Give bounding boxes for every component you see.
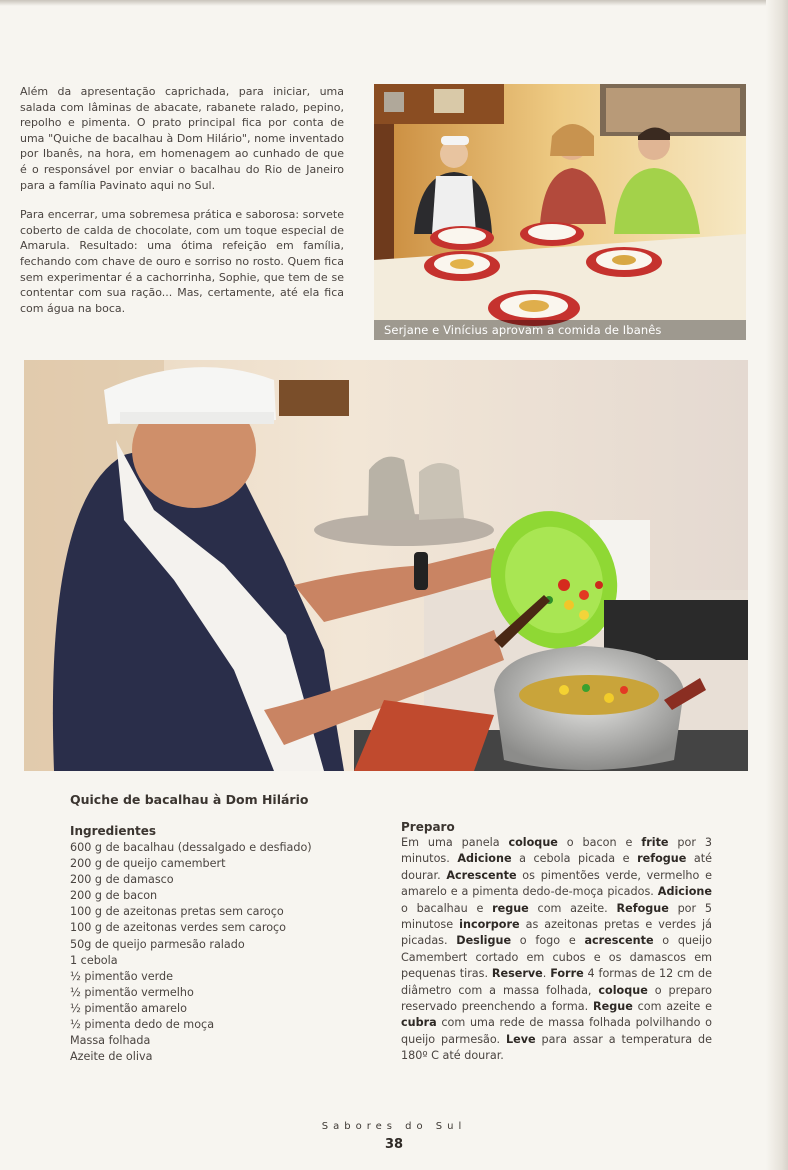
preparation-verb: Refogue bbox=[616, 901, 669, 915]
page-number: 38 bbox=[384, 1137, 404, 1152]
preparation-segment: para assar a temperatura de 180º C até dourar. bbox=[401, 1032, 712, 1063]
preparation-segment: . bbox=[542, 967, 551, 981]
ingredient-item: 50g de queijo parmesão ralado bbox=[70, 937, 245, 951]
preparation-segment: as azeitonas pretas e verdes já picadas. bbox=[401, 918, 712, 948]
ingredient-item: Massa folhada bbox=[70, 1034, 151, 1048]
preparation-segment: o preparo reservado preenchendo a forma. bbox=[401, 983, 712, 1014]
magazine-name: Sabores do Sul bbox=[321, 1121, 467, 1132]
preparation-verb: Adicione bbox=[657, 885, 712, 899]
preparation-verb: frite bbox=[641, 836, 669, 849]
ingredient-item: ½ pimentão verde bbox=[70, 969, 174, 983]
ingredient-item: ½ pimenta dedo de moça bbox=[70, 1018, 215, 1032]
preparation-segment: o queijo Camembert cortado em cubos e os damascos em pequenas tiras. bbox=[401, 934, 712, 981]
preparation-segment: 4 formas de 12 cm de diâmetro com a massa folhada, bbox=[401, 967, 712, 997]
preparation-verb: Desligue bbox=[456, 934, 512, 948]
preparation-verb: acrescente bbox=[584, 934, 654, 948]
preparation-segment: até dourar. bbox=[401, 852, 712, 882]
ingredient-item: 100 g de azeitonas verdes sem caroço bbox=[70, 921, 287, 935]
preparation-verb: regue bbox=[492, 901, 529, 915]
intro-text bbox=[20, 84, 344, 330]
preparation-verb: Regue bbox=[593, 1000, 633, 1014]
family-dinner-photo bbox=[374, 84, 746, 340]
preparation-segment: o fogo e bbox=[511, 934, 585, 948]
preparation-verb: Reserve bbox=[491, 967, 543, 981]
page-top-edge bbox=[0, 0, 788, 6]
ingredient-item: 600 g de bacalhau (dessalgado e desfiado) bbox=[70, 841, 312, 854]
preparation-verb: cubra bbox=[401, 1016, 437, 1030]
ingredients-heading: Ingredientes bbox=[70, 824, 157, 838]
ingredient-item: 200 g de bacon bbox=[70, 889, 158, 903]
page-binding-edge bbox=[766, 0, 788, 1170]
ingredient-item: 100 g de azeitonas pretas sem caroço bbox=[70, 905, 284, 919]
ingredient-item: 1 cebola bbox=[70, 953, 118, 967]
preparation-segment: com azeite. bbox=[528, 901, 617, 915]
preparation-verb: Leve bbox=[506, 1032, 536, 1046]
ingredients-list bbox=[70, 840, 312, 1065]
preparation-verb: Adicione bbox=[457, 852, 512, 866]
preparation-segment: Em uma panela bbox=[401, 836, 509, 849]
ingredient-item: ½ pimentão amarelo bbox=[70, 1001, 187, 1015]
preparation-heading: Preparo bbox=[401, 820, 455, 834]
preparation-segment: por 5 minutose bbox=[401, 901, 713, 932]
preparation-segment: com azeite e bbox=[632, 1000, 712, 1014]
preparation-segment: os pimentões verde, vermelho e amarelo e a pimenta dedo-de-moça picados. bbox=[401, 868, 712, 899]
preparation-verb: refogue bbox=[637, 852, 687, 866]
ingredient-item: Azeite de oliva bbox=[70, 1050, 153, 1064]
preparation-segment: com uma rede de massa folhada polvilhando o queijo parmesão. bbox=[401, 1016, 712, 1046]
ingredient-item: ½ pimentão vermelho bbox=[70, 985, 194, 999]
preparation-segment: o bacalhau e bbox=[401, 901, 493, 915]
photo-caption: Serjane e Vinícius aprovam a comida de Ibanês bbox=[384, 323, 662, 337]
recipe-title: Quiche de bacalhau à Dom Hilário bbox=[70, 792, 309, 807]
preparation-verb: Forre bbox=[550, 967, 584, 981]
preparation-segment: a cebola picada e bbox=[511, 852, 638, 866]
preparation-verb: incorpore bbox=[459, 918, 520, 932]
ingredient-item: 200 g de damasco bbox=[70, 873, 174, 887]
preparation-verb: Acrescente bbox=[446, 868, 517, 882]
preparation-segment: por 3 minutos. bbox=[401, 836, 713, 866]
preparation-verb: coloque bbox=[508, 836, 558, 849]
preparation-segment: o bacon e bbox=[557, 836, 642, 849]
ingredient-item: 200 g de queijo camembert bbox=[70, 857, 226, 871]
preparation-verb: coloque bbox=[598, 983, 648, 997]
intro-paragraph: Para encerrar, uma sobremesa prática e saborosa: sorvete coberto de calda de chocolate, com um toque especial de Amarula. Resultado: uma ótima refeição em família, fechando com chave de ouro e sorriso no rosto. Quem fica sem experimentar é a cachorrinha, Sophie, que tem de se contentar com sua ração... Mas, certamente, até ela fica com água na boca. bbox=[20, 208, 344, 315]
chef-cooking-photo bbox=[24, 360, 748, 771]
preparation-text bbox=[401, 835, 712, 1065]
intro-paragraph: Além da apresentação caprichada, para iniciar, uma salada com lâminas de abacate, rabanete ralado, pepino, repolho e pimenta. O prato principal fica por conta de uma "Quiche de bacalhau à Dom Hilário", nome inventado por Ibanês, na hora, em homenagem ao cunhado de que é o responsável por enviar o bacalhau do Rio de Janeiro para a família Pavinato aqui no Sul. bbox=[20, 85, 344, 192]
